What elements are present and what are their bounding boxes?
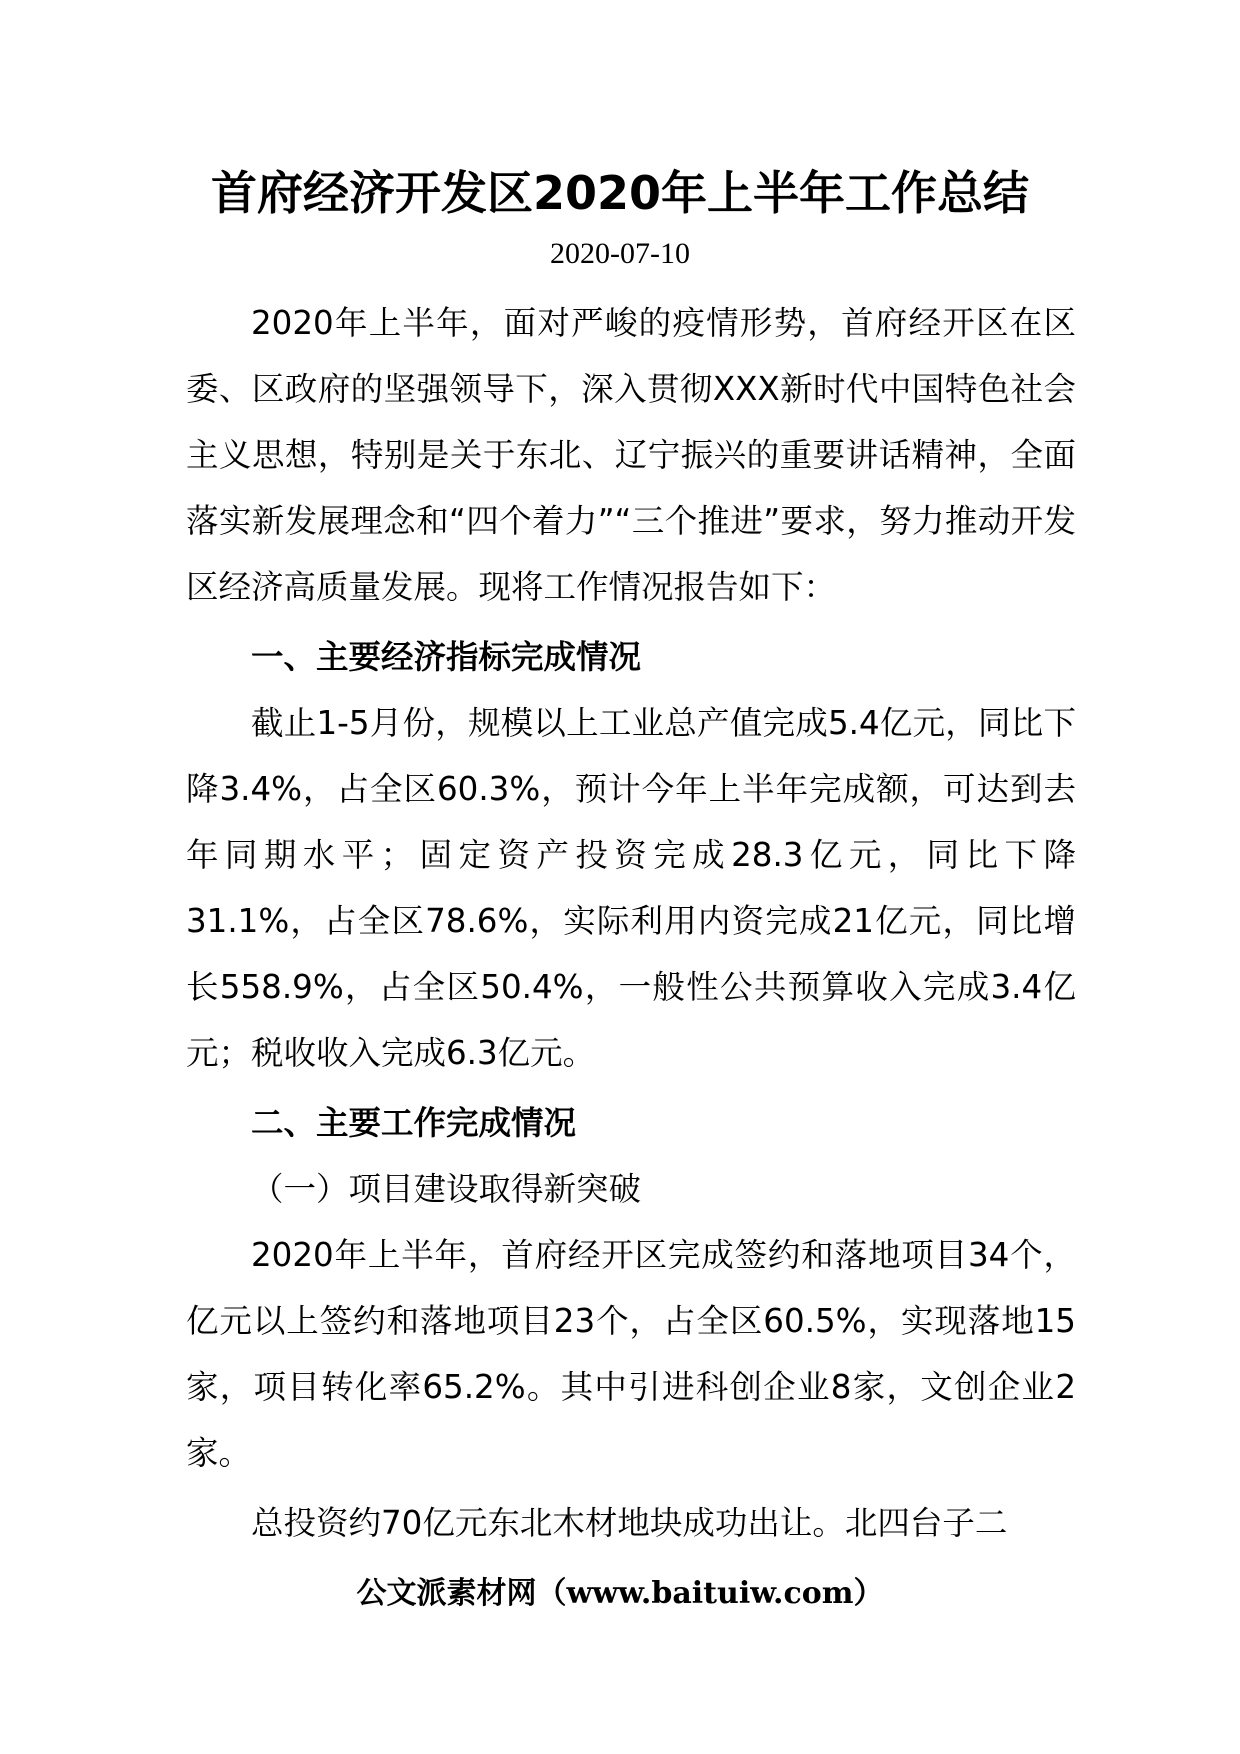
section-heading-1: 一、主要经济指标完成情况 [251,638,642,676]
section-heading-2: 二、主要工作完成情况 [251,1104,577,1142]
document-date: 2020-07-10 [550,237,690,270]
paragraph-intro: 2020年上半年，面对严峻的疫情形势，首府经开区在区委、区政府的坚强领导下，深入贯彻XXX新时代中国特色社会主义思想，特别是关于东北、辽宁振兴的重要讲话精神，全面落实新发展理念和“四个着力”“三个推进”要求，努力推动开发区经济高质量发展。现将工作情况报告如下： [186,304,1076,606]
paragraph-indicators: 截止1-5月份，规模以上工业总产值完成5.4亿元，同比下降3.4%，占全区60.3%，预计今年上半年完成额，可达到去年同期水平；固定资产投资完成28.3亿元，同比下降31.1%，占全区78.6%，实际利用内资完成21亿元，同比增长558.9%，占全区50.4%，一般性公共预算收入完成3.4亿元；税收收入完成6.3亿元。 [186,704,1076,1072]
document-title: 首府经济开发区2020年上半年工作总结 [210,166,1030,220]
paragraph-projects: 2020年上半年，首府经开区完成签约和落地项目34个，亿元以上签约和落地项目23个，占全区60.5%，实现落地15家，项目转化率65.2%。其中引进科创企业8家，文创企业2家。 [186,1236,1076,1472]
footer-watermark: 公文派素材网（www.baituiw.com） [356,1576,884,1611]
paragraph-investment: 总投资约70亿元东北木材地块成功出让。北四台子二 [251,1504,1008,1542]
document-body [186,290,1076,1556]
subsection-heading-1: （一）项目建设取得新突破 [251,1170,642,1208]
